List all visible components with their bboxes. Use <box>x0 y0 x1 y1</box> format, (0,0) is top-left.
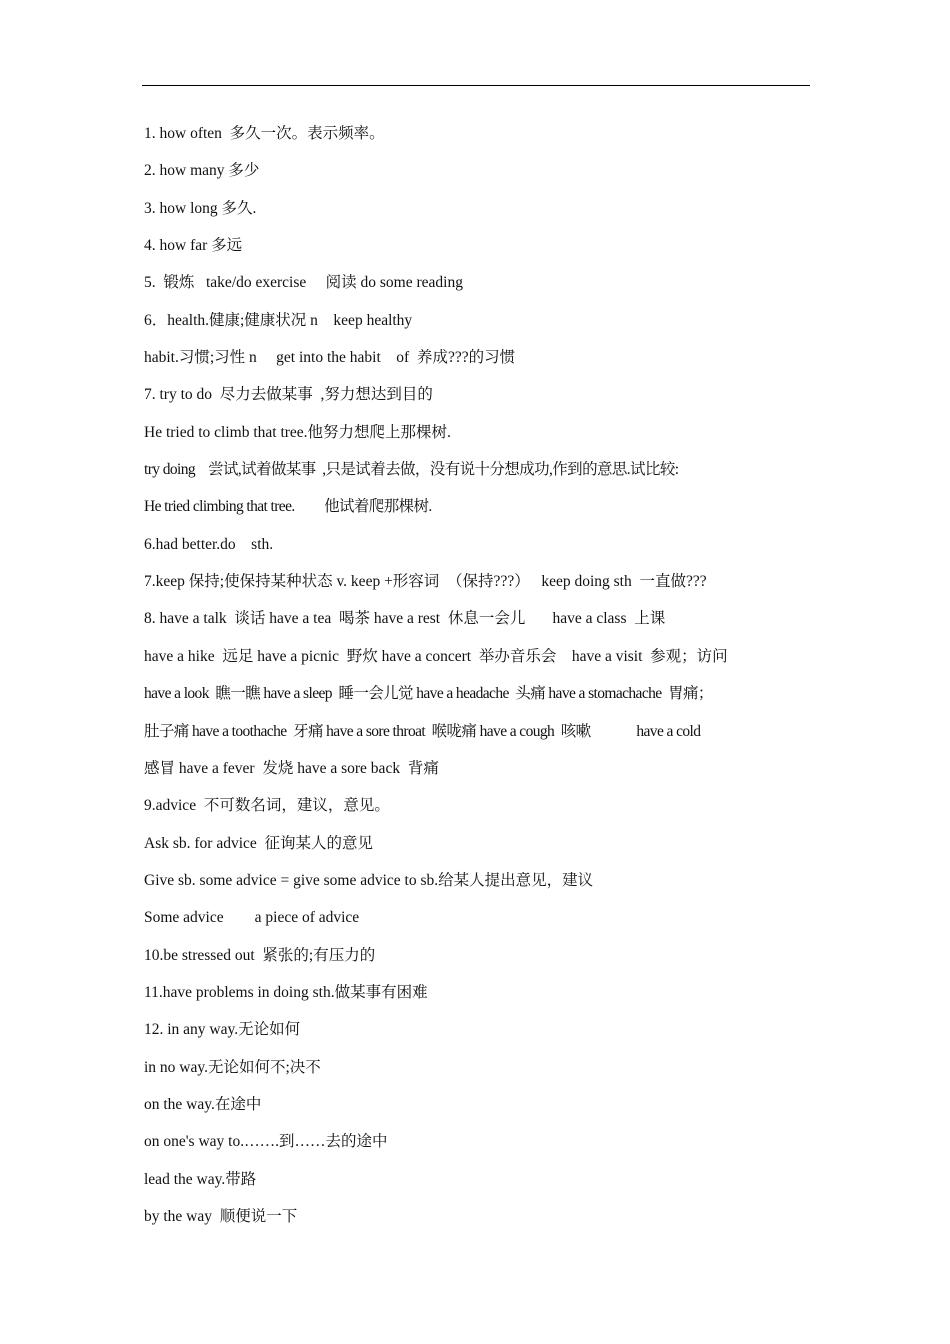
doc-line-27: on the way.在途中 <box>144 1095 262 1113</box>
doc-line-20: Ask sb. for advice 征询某人的意见 <box>144 834 374 852</box>
doc-line-8: 7. try to do 尽力去做某事 ,努力想达到目的 <box>144 386 433 404</box>
doc-line-14: 8. have a talk 谈话 have a tea 喝茶 have a rest 休息一会儿 have a class 上课 <box>144 610 666 628</box>
doc-line-25: 12. in any way.无论如何 <box>144 1021 301 1039</box>
document-body <box>144 124 824 1244</box>
doc-line-21: Give sb. some advice = give some advice to sb.给某人提出意见，建议 <box>144 871 594 889</box>
doc-line-28: on one's way to.…….到……去的途中 <box>144 1133 388 1151</box>
doc-line-2: 2. how many 多少 <box>144 162 260 180</box>
header-rule <box>142 85 810 86</box>
doc-line-3: 3. how long 多久. <box>144 199 257 217</box>
doc-line-5: 5. 锻炼 take/do exercise 阅读 do some reading <box>144 274 463 292</box>
doc-line-13: 7.keep 保持;使保持某种状态 v. keep +形容词 （保持???） keep doing sth 一直做??? <box>144 573 707 591</box>
doc-line-17: 肚子痛 have a toothache 牙痛 have a sore throat 喉咙痛 have a cough 咳嗽 have a cold <box>144 722 701 740</box>
doc-line-16: have a look 瞧一瞧 have a sleep 睡一会儿觉 have a headache 头痛 have a stomachache 胃痛； <box>144 685 713 703</box>
doc-line-15: have a hike 远足 have a picnic 野炊 have a concert 举办音乐会 have a visit 参观；访问 <box>144 647 728 665</box>
doc-line-11: He tried climbing that tree. 他试着爬那棵树. <box>144 498 432 516</box>
doc-line-18: 感冒 have a fever 发烧 have a sore back 背痛 <box>144 759 439 777</box>
doc-line-9: He tried to climb that tree.他努力想爬上那棵树. <box>144 423 451 441</box>
doc-line-12: 6.had better.do sth. <box>144 535 274 553</box>
doc-line-30: by the way 顺便说一下 <box>144 1207 298 1225</box>
doc-line-24: 11.have problems in doing sth.做某事有困难 <box>144 983 428 1001</box>
doc-line-7: habit.习惯;习性 n get into the habit of 养成???的习惯 <box>144 349 516 367</box>
doc-line-29: lead the way.带路 <box>144 1170 257 1188</box>
doc-line-4: 4. how far 多远 <box>144 237 243 255</box>
doc-line-22: Some advice a piece of advice <box>144 909 360 927</box>
doc-line-19: 9.advice 不可数名词，建议，意见。 <box>144 797 390 815</box>
doc-line-26: in no way.无论如何不;决不 <box>144 1058 321 1076</box>
doc-line-6: 6．health.健康;健康状况 n keep healthy <box>144 311 413 329</box>
doc-line-23: 10.be stressed out 紧张的;有压力的 <box>144 946 376 964</box>
doc-line-1: 1. how often 多久一次。表示频率。 <box>144 125 385 142</box>
doc-line-10: try doing 尝试,试着做某事 ,只是试着去做，没有说十分想成功,作到的意思.试比较: <box>144 461 679 479</box>
